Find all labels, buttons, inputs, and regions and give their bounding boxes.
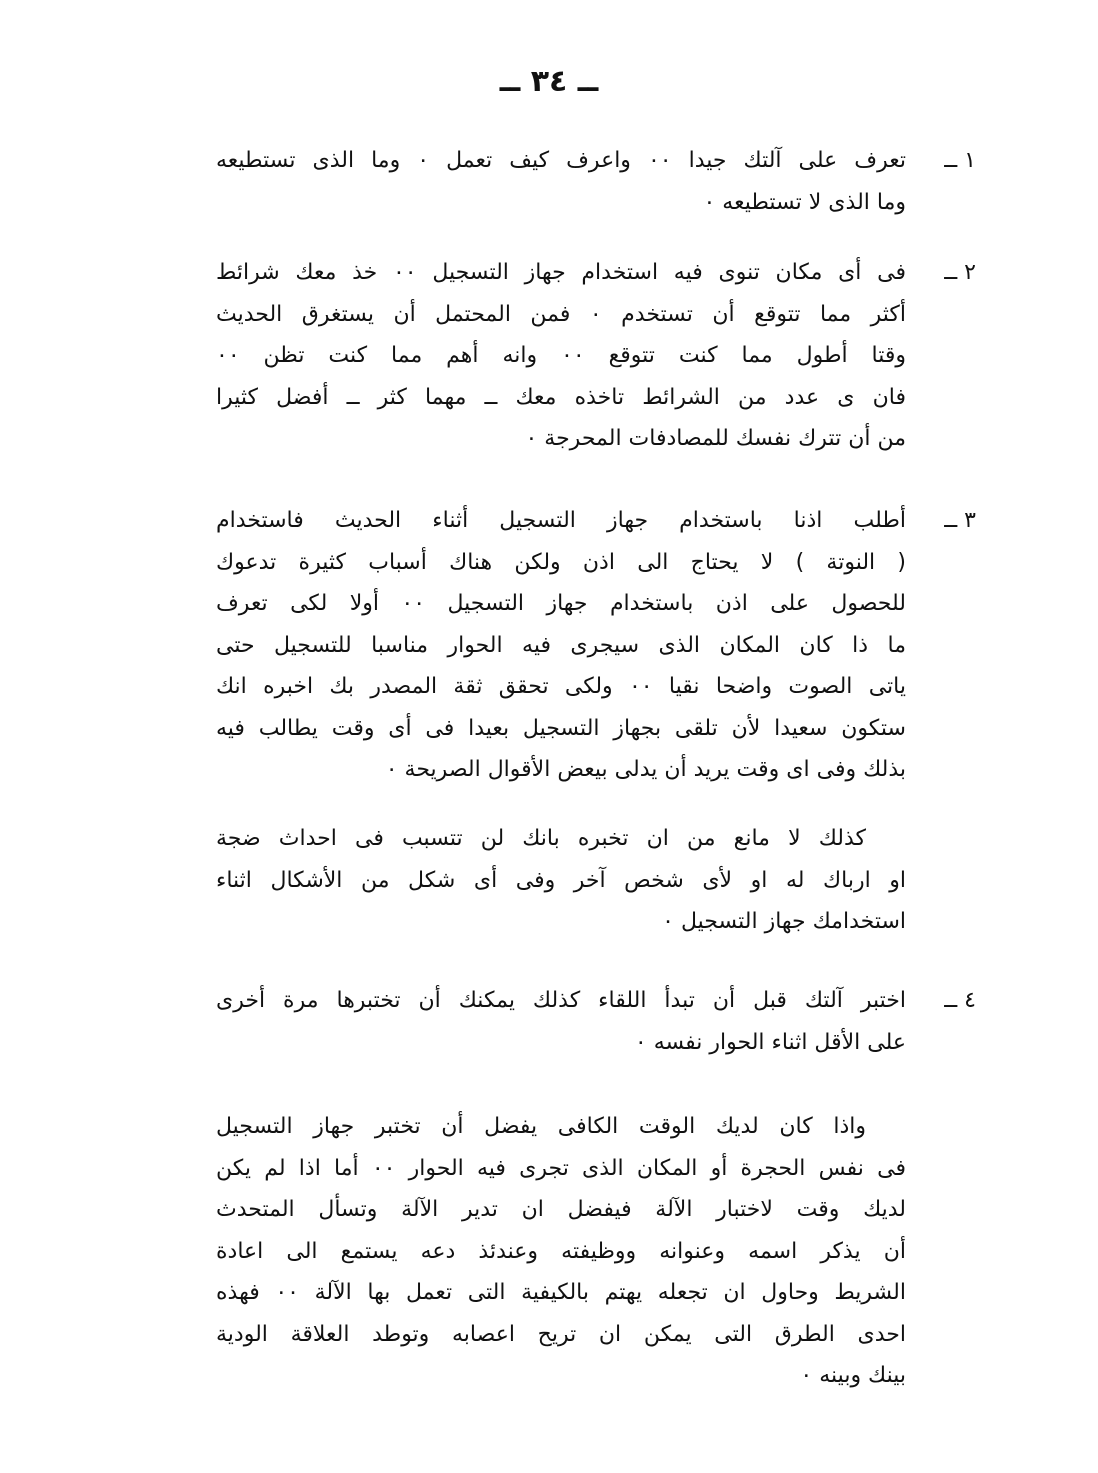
paragraph-line: فى أى مكان تنوى فيه استخدام جهاز التسجيل ٠٠ خذ معك شرائط <box>216 260 906 285</box>
paragraph <box>216 818 906 943</box>
paragraph-line: بينك وبينه ٠ <box>800 1363 906 1388</box>
paragraph-line: احدى الطرق التى يمكن ان تريح اعصابه وتوطد العلاقة الودية <box>216 1321 906 1347</box>
paragraph-line: أن يذكر اسمه وعنوانه ووظيفته وعندئذ دعه يستمع الى اعادة <box>216 1238 906 1264</box>
paragraph-line: لديك وقت لاختبار الآلة فيفضل ان تدير الآلة وتسأل المتحدث <box>216 1197 906 1222</box>
paragraph-line: أكثر مما تتوقع أن تستخدم ٠ فمن المحتمل أن يستغرق الحديث <box>216 301 906 327</box>
paragraph-line: على الأقل اثناء الحوار نفسه ٠ <box>634 1029 906 1055</box>
page-number: ــ ٣٤ ــ <box>499 64 599 99</box>
list-item-1 <box>216 140 976 223</box>
paragraph-line: ما ذا كان المكان الذى سيجرى فيه الحوار مناسبا للتسجيل حتى <box>216 632 906 658</box>
paragraph-line: بذلك وفى اى وقت يريد أن يدلى بيعض الأقوال الصريحة ٠ <box>385 757 906 782</box>
paragraph-line: وما الذى لا تستطيعه ٠ <box>703 189 906 215</box>
paragraph-line: فان ى عدد من الشرائط تاخذه معك ــ مهما كثر ــ أفضل كثيرا <box>216 384 906 410</box>
paragraph-line: كذلك لا مانع من ان تخبره بانك لن تتسبب فى احداث ضجة <box>216 826 866 851</box>
list-item-4 <box>216 980 976 1063</box>
item-number: ٢ ــ <box>944 260 976 285</box>
paragraph-line: ستكون سعيدا لأن تلقى بجهاز التسجيل بعيدا فى أى وقت يطالب فيه <box>216 715 906 741</box>
item-number: ٤ ــ <box>944 988 976 1013</box>
item-number: ١ ــ <box>944 148 976 173</box>
paragraph-line: أطلب اذنا باستخدام جهاز التسجيل أثناء الحديث فاستخدام <box>216 508 906 533</box>
paragraph-line: الشريط وحاول ان تجعله يهتم بالكيفية التى تعمل بها الآلة ٠٠ فهذه <box>216 1280 906 1305</box>
paragraph-line: استخدامك جهاز التسجيل ٠ <box>662 909 906 934</box>
item-number: ٣ ــ <box>944 508 976 533</box>
paragraph <box>216 1106 906 1397</box>
paragraph-line: للحصول على اذن باستخدام جهاز التسجيل ٠٠ أولا لكى تعرف <box>216 591 906 616</box>
paragraph-line: وقتا أطول مما كنت تتوقع ٠٠ وانه أهم مما كنت تظن ٠٠ <box>216 343 906 368</box>
paragraph-line: فى نفس الحجرة أو المكان الذى تجرى فيه الحوار ٠٠ أما اذا لم يكن <box>216 1155 906 1181</box>
paragraph-line: اختبر آلتك قبل أن تبدأ اللقاء كذلك يمكنك أن تختبرها مرة أخرى <box>216 988 906 1013</box>
paragraph-line: تعرف على آلتك جيدا ٠٠ واعرف كيف تعمل ٠ وما الذى تستطيعه <box>216 148 906 173</box>
paragraph-line: من أن تترك نفسك للمصادفات المحرجة ٠ <box>525 426 906 451</box>
list-item-3 <box>216 500 976 791</box>
paragraph-line: واذا كان لديك الوقت الكافى يفضل أن تختبر جهاز التسجيل <box>216 1114 866 1139</box>
paragraph-line: او ارباك له او لأى شخص آخر وفى أى شكل من الأشكال اثناء <box>216 867 906 893</box>
paragraph-line: ( النوتة ) لا يحتاج الى اذن ولكن هناك أسباب كثيرة تدعوك <box>216 549 906 575</box>
list-item-2 <box>216 252 976 460</box>
paragraph-line: ياتى الصوت واضحا نقيا ٠٠ ولكى تحقق ثقة المصدر بك اخبره انك <box>216 674 906 699</box>
